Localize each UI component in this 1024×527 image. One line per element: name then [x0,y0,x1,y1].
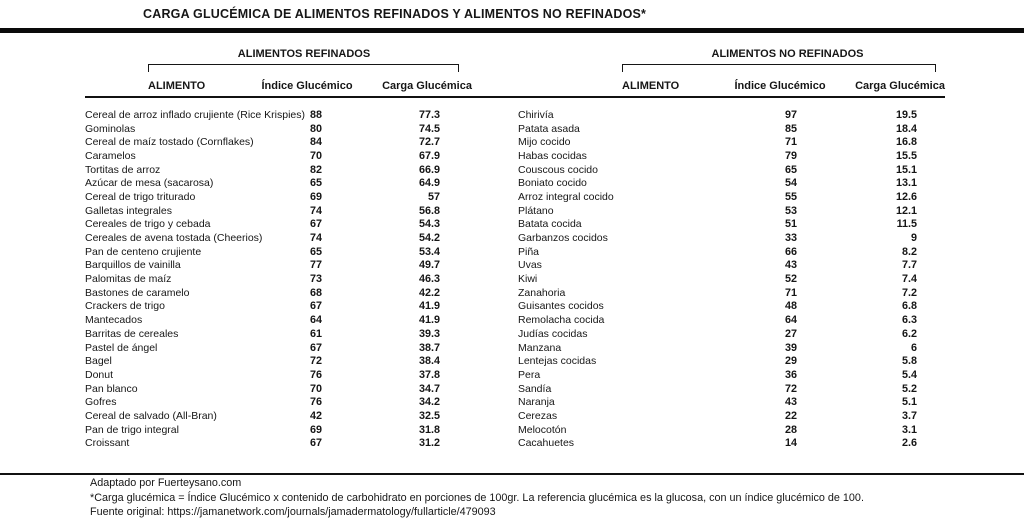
glycemic-index-cell: 73 [309,273,322,286]
glycemic-load-cell: 38.7 [418,341,440,354]
glycemic-index-cell: 82 [309,163,322,176]
unrefined-column-header-glycemic-index: Índice Glucémico [734,80,826,92]
table-row [85,149,440,163]
glycemic-index-cell: 52 [784,273,797,286]
table-row [518,108,917,122]
food-name-cell: Melocotón [518,423,567,436]
glycemic-index-cell: 74 [309,232,322,245]
table-row [85,437,440,451]
glycemic-index-cell: 22 [784,409,797,422]
glycemic-load-cell: 19.5 [895,108,917,121]
glycemic-index-cell: 68 [309,286,322,299]
food-name-cell: Chirivía [518,108,554,121]
table-row [85,286,440,300]
food-name-cell: Gominolas [85,122,136,135]
food-name-cell: Barquillos de vainilla [85,259,181,272]
glycemic-load-cell: 7.7 [901,259,917,272]
table-row [85,218,440,232]
food-name-cell: Mijo cocido [518,136,571,149]
food-name-cell: Remolacha cocida [518,314,605,327]
glycemic-load-cell: 53.4 [418,245,440,258]
food-name-cell: Croissant [85,437,130,450]
unrefined-foods-table [518,108,917,450]
food-name-cell: Donut [85,368,114,381]
glycemic-index-cell: 65 [309,177,322,190]
table-row [518,327,917,341]
table-row [85,231,440,245]
food-name-cell: Cereal de trigo triturado [85,190,196,203]
food-name-cell: Caramelos [85,149,136,162]
food-name-cell: Arroz integral cocido [518,190,614,203]
food-name-cell: Gofres [85,396,117,409]
unrefined-column-header-alimento: ALIMENTO [622,80,680,92]
table-row [518,176,917,190]
glycemic-load-cell: 34.7 [418,382,440,395]
food-name-cell: Bastones de caramelo [85,286,190,299]
food-name-cell: Habas cocidas [518,149,587,162]
table-row [85,245,440,259]
glycemic-load-cell: 77.3 [418,108,440,121]
glycemic-load-cell: 66.9 [418,163,440,176]
food-name-cell: Zanahoria [518,286,566,299]
food-name-cell: Cerezas [518,409,558,422]
glycemic-index-cell: 64 [784,314,797,327]
glycemic-load-cell: 31.2 [418,437,440,450]
glycemic-index-cell: 42 [309,409,322,422]
glycemic-load-cell: 12.6 [895,190,917,203]
glycemic-load-cell: 42.2 [418,286,440,299]
glycemic-index-cell: 48 [784,300,797,313]
glycemic-index-cell: 71 [784,286,797,299]
food-name-cell: Plátano [518,204,554,217]
glycemic-index-cell: 28 [784,423,797,436]
glycemic-load-cell: 18.4 [895,122,917,135]
glycemic-load-cell: 54.3 [418,218,440,231]
refined-section-bracket [148,64,459,72]
glycemic-index-cell: 65 [309,245,322,258]
food-name-cell: Pera [518,368,541,381]
glycemic-load-cell: 11.5 [896,218,917,231]
table-row [518,437,917,451]
glycemic-index-cell: 72 [309,355,322,368]
table-row [518,286,917,300]
glycemic-index-cell: 70 [309,382,322,395]
table-row [518,341,917,355]
page-title: CARGA GLUCÉMICA DE ALIMENTOS REFINADOS Y ALIMENTOS NO REFINADOS* [143,7,647,21]
footer-glycemic-load-note: *Carga glucémica = Índice Glucémico x contenido de carbohidrato en porciones de 100gr. La referencia glucémica es la glucosa, con un índice glucémico de 100. [90,491,864,504]
table-row [518,245,917,259]
footer-adapted-by: Adaptado por Fuerteysano.com [90,477,242,489]
food-name-cell: Pan blanco [85,382,138,395]
glycemic-index-cell: 69 [309,423,322,436]
table-row [518,259,917,273]
glycemic-load-cell: 6.3 [901,314,917,327]
table-row [85,122,440,136]
glycemic-index-cell: 53 [784,204,797,217]
glycemic-index-cell: 79 [784,149,797,162]
table-row [85,259,440,273]
glycemic-load-cell: 31.8 [418,423,440,436]
glycemic-load-cell: 5.8 [901,355,917,368]
glycemic-load-cell: 2.6 [901,437,917,450]
glycemic-load-cell: 34.2 [418,396,440,409]
glycemic-load-cell: 16.8 [895,136,917,149]
glycemic-load-cell: 49.7 [418,259,440,272]
table-row [518,135,917,149]
glycemic-load-cell: 3.7 [901,409,917,422]
food-name-cell: Judías cocidas [518,327,588,340]
food-name-cell: Batata cocida [518,218,582,231]
glycemic-index-cell: 55 [784,190,797,203]
glycemic-load-cell: 5.1 [901,396,917,409]
table-row [85,341,440,355]
food-name-cell: Cacahuetes [518,437,575,450]
glycemic-index-cell: 36 [784,368,797,381]
glycemic-load-cell: 15.5 [895,149,917,162]
title-divider-bar [0,28,1024,33]
table-row [85,382,440,396]
unrefined-section-label: ALIMENTOS NO REFINADOS [711,48,864,60]
glycemic-load-cell: 54.2 [418,232,440,245]
glycemic-load-cell: 41.9 [418,300,440,313]
refined-column-header-glycemic-load: Carga Glucémica [382,80,472,92]
food-name-cell: Cereales de avena tostada (Cheerios) [85,232,263,245]
food-name-cell: Pan de trigo integral [85,423,179,436]
glycemic-index-cell: 85 [784,122,797,135]
glycemic-index-cell: 29 [784,355,797,368]
footer-divider-rule [0,473,1024,475]
food-name-cell: Kiwi [518,273,538,286]
glycemic-index-cell: 33 [784,232,797,245]
food-name-cell: Couscous cocido [518,163,598,176]
glycemic-index-cell: 61 [309,327,322,340]
glycemic-index-cell: 67 [309,437,322,450]
footer-source-link: Fuente original: https://jamanetwork.com/journals/jamadermatology/fullarticle/479093 [90,506,496,519]
column-header-rule [85,96,945,98]
glycemic-index-cell: 14 [784,437,797,450]
glycemic-load-cell: 5.4 [901,368,917,381]
table-row [85,423,440,437]
glycemic-index-cell: 76 [309,396,322,409]
glycemic-index-cell: 74 [309,204,322,217]
glycemic-load-cell: 64.9 [418,177,440,190]
food-name-cell: Azúcar de mesa (sacarosa) [85,177,214,190]
glycemic-index-cell: 97 [784,108,797,121]
table-row [85,108,440,122]
refined-section-label: ALIMENTOS REFINADOS [237,48,371,60]
glycemic-load-cell: 8.2 [901,245,917,258]
table-row [85,300,440,314]
food-name-cell: Piña [518,245,540,258]
glycemic-index-cell: 43 [784,259,797,272]
glycemic-index-cell: 84 [309,136,322,149]
table-row [85,313,440,327]
glycemic-load-cell: 32.5 [418,409,440,422]
glycemic-load-cell: 9 [910,232,917,245]
refined-foods-table [85,108,440,450]
table-row [518,300,917,314]
food-name-cell: Sandía [518,382,552,395]
glycemic-index-cell: 54 [784,177,797,190]
glycemic-index-cell: 66 [784,245,797,258]
glycemic-index-cell: 69 [309,190,322,203]
glycemic-load-cell: 7.4 [901,273,917,286]
glycemic-load-cell: 6 [910,341,917,354]
glycemic-load-cell: 15.1 [895,163,917,176]
refined-column-header-glycemic-index: Índice Glucémico [261,80,353,92]
glycemic-load-cell: 57 [427,190,440,203]
food-name-cell: Cereal de salvado (All-Bran) [85,409,217,422]
food-name-cell: Bagel [85,355,112,368]
food-name-cell: Pan de centeno crujiente [85,245,202,258]
glycemic-load-cell: 39.3 [418,327,440,340]
food-name-cell: Cereal de maíz tostado (Cornflakes) [85,136,254,149]
unrefined-column-header-glycemic-load: Carga Glucémica [855,80,945,92]
unrefined-section-bracket [622,64,936,72]
food-name-cell: Cereal de arroz inflado crujiente (Rice Krispies) [85,108,306,121]
food-name-cell: Boniato cocido [518,177,587,190]
food-name-cell: Mantecados [85,314,143,327]
table-row [85,327,440,341]
glycemic-load-cell: 3.1 [901,423,917,436]
glycemic-load-cell: 46.3 [418,273,440,286]
table-row [518,163,917,177]
food-name-cell: Tortitas de arroz [85,163,161,176]
table-row [85,176,440,190]
table-row [85,190,440,204]
food-name-cell: Garbanzos cocidos [518,232,608,245]
food-name-cell: Cereales de trigo y cebada [85,218,211,231]
glycemic-load-cell: 13.1 [895,177,917,190]
table-row [85,409,440,423]
glycemic-load-cell: 37.8 [418,368,440,381]
table-row [518,149,917,163]
glycemic-load-cell: 5.2 [901,382,917,395]
table-row [85,395,440,409]
glycemic-load-cell: 6.2 [901,327,917,340]
table-row [518,190,917,204]
food-name-cell: Patata asada [518,122,580,135]
glycemic-load-cell: 67.9 [418,149,440,162]
footer [90,476,864,520]
table-row [85,204,440,218]
table-row [518,395,917,409]
glycemic-index-cell: 65 [784,163,797,176]
glycemic-load-cell: 72.7 [418,136,440,149]
table-row [518,231,917,245]
glycemic-index-cell: 88 [309,108,322,121]
table-row [518,218,917,232]
glycemic-load-cell: 6.8 [901,300,917,313]
food-name-cell: Lentejas cocidas [518,355,597,368]
table-row [85,354,440,368]
table-row [85,368,440,382]
glycemic-index-cell: 76 [309,368,322,381]
glycemic-index-cell: 64 [309,314,322,327]
glycemic-load-cell: 12.1 [895,204,917,217]
food-name-cell: Guisantes cocidos [518,300,604,313]
table-row [518,122,917,136]
table-row [518,409,917,423]
food-name-cell: Manzana [518,341,562,354]
food-name-cell: Uvas [518,259,542,272]
glycemic-index-cell: 80 [309,122,322,135]
table-row [518,272,917,286]
glycemic-load-cell: 74.5 [418,122,440,135]
food-name-cell: Galletas integrales [85,204,172,217]
food-name-cell: Crackers de trigo [85,300,165,313]
food-name-cell: Naranja [518,396,555,409]
glycemic-index-cell: 67 [309,341,322,354]
table-row [85,272,440,286]
glycemic-index-cell: 72 [784,382,797,395]
food-name-cell: Barritas de cereales [85,327,179,340]
table-row [518,204,917,218]
glycemic-index-cell: 43 [784,396,797,409]
glycemic-index-cell: 70 [309,149,322,162]
food-name-cell: Pastel de ángel [85,341,158,354]
glycemic-index-cell: 39 [784,341,797,354]
table-row [518,368,917,382]
food-name-cell: Palomitas de maíz [85,273,172,286]
table-row [85,135,440,149]
glycemic-index-cell: 77 [309,259,322,272]
refined-column-header-alimento: ALIMENTO [148,80,206,92]
glycemic-index-cell: 67 [309,218,322,231]
glycemic-load-cell: 7.2 [901,286,917,299]
table-row [518,423,917,437]
glycemic-index-cell: 71 [784,136,797,149]
glycemic-index-cell: 27 [784,327,797,340]
table-row [518,354,917,368]
glycemic-load-cell: 38.4 [418,355,440,368]
glycemic-index-cell: 67 [309,300,322,313]
table-row [85,163,440,177]
table-row [518,313,917,327]
glycemic-load-cell: 41.9 [418,314,440,327]
glycemic-index-cell: 51 [784,218,797,231]
glycemic-load-cell: 56.8 [418,204,440,217]
table-row [518,382,917,396]
